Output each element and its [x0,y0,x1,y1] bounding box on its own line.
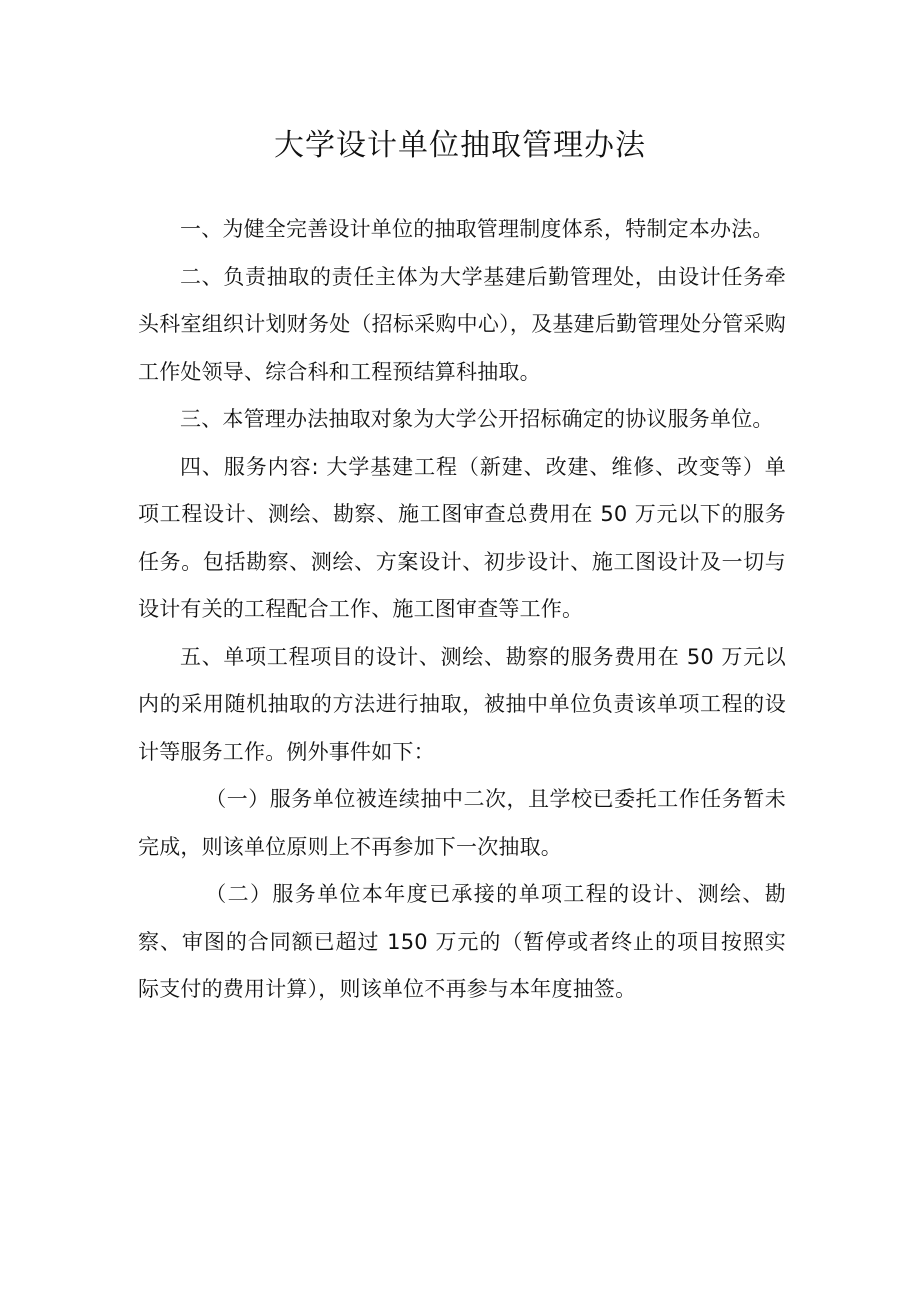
document-body [138,206,786,1014]
paragraph-4: 四、服务内容: 大学基建工程（新建、改建、维修、改变等）单项工程设计、测绘、勘察、施工图审查总费用在 50 万元以下的服务任务。包括勘察、测绘、方案设计、初步设计、施工图设计及一切与设计有关的工程配合工作、施工图审查等工作。 [138,454,786,621]
sub-item-2: （二）服务单位本年度已承接的单项工程的设计、测绘、勘察、审图的合同额已超过 150 万元的（暂停或者终止的项目按照实际支付的费用计算），则该单位不再参与本年度抽签。 [138,882,786,1001]
document-title: 大学设计单位抽取管理办法 [274,128,646,163]
paragraph-1: 一、为健全完善设计单位的抽取管理制度体系，特制定本办法。 [180,217,774,241]
paragraph-5: 五、单项工程项目的设计、测绘、勘察的服务费用在 50 万元以内的采用随机抽取的方法进行抽取，被抽中单位负责该单项工程的设计等服务工作。例外事件如下： [138,644,786,764]
sub-item-1: （一）服务单位被连续抽中二次，且学校已委托工作任务暂未完成，则该单位原则上不再参加下一次抽取。 [138,787,786,859]
paragraph-3: 三、本管理办法抽取对象为大学公开招标确定的协议服务单位。 [180,407,774,431]
paragraph-2: 二、负责抽取的责任主体为大学基建后勤管理处，由设计任务牵头科室组织计划财务处（招标采购中心），及基建后勤管理处分管采购工作处领导、综合科和工程预结算科抽取。 [138,264,786,384]
